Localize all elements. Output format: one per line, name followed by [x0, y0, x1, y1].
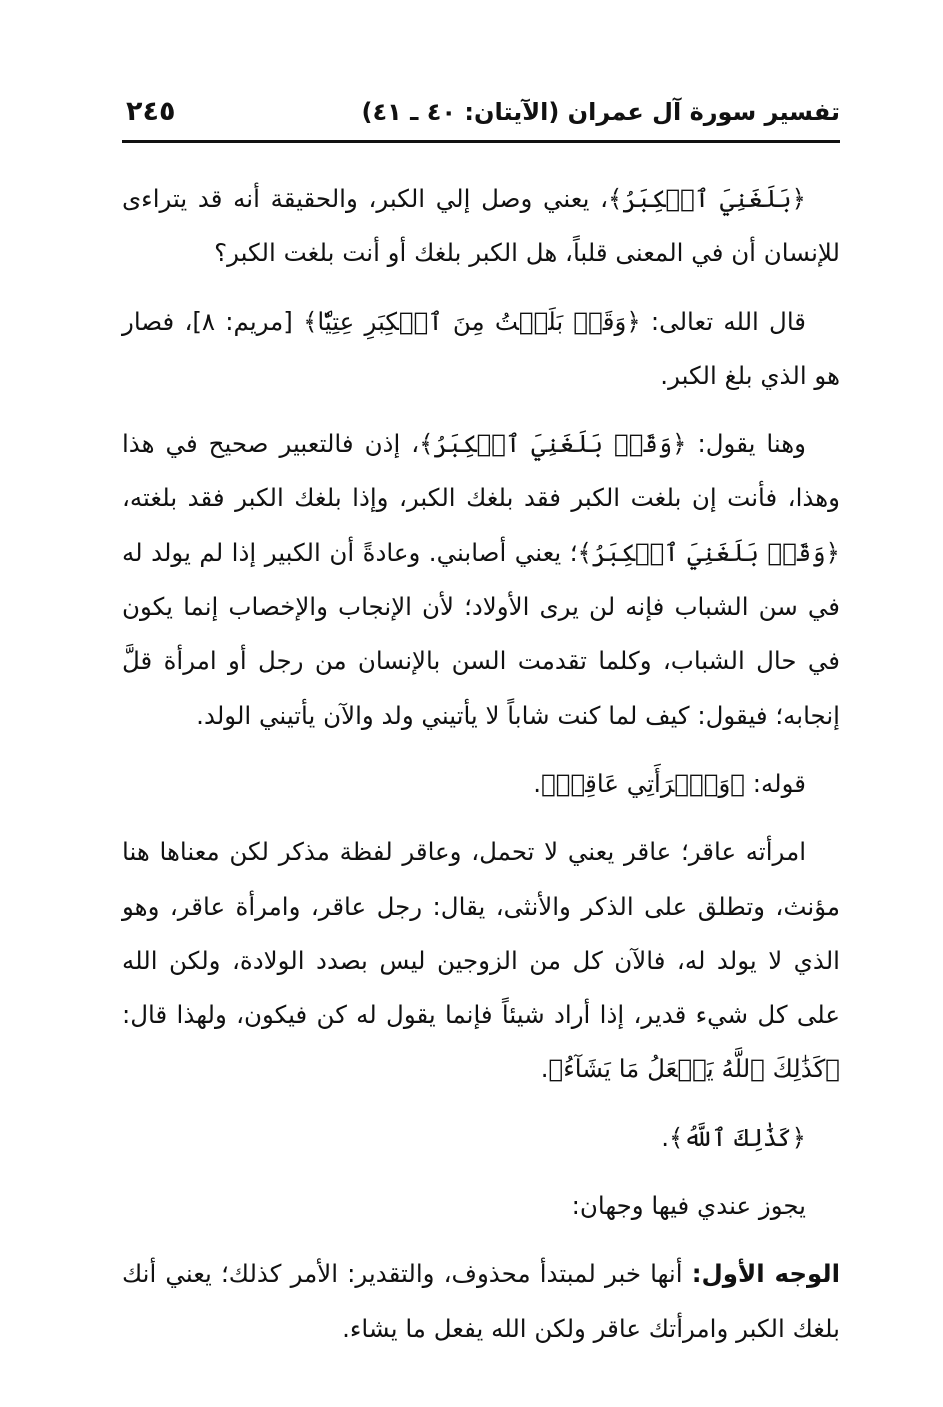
page-number: ٢٤٥ — [126, 96, 176, 127]
page-header — [122, 92, 840, 143]
paragraph-1 — [122, 172, 840, 281]
paragraph-3 — [122, 417, 840, 743]
paragraph-text: ، إذن فالتعبير صحيح في هذا وهذا، فأنت إن بلغت الكبر فقد بلغك الكبر، وإذا بلغك الكبر فقد بلغته، — [122, 429, 840, 513]
paragraph-4 — [122, 757, 840, 811]
header-title: تفسير سورة آل عمران (الآيتان: ٤٠ ـ ٤١) — [361, 98, 840, 126]
paragraph-text: قوله: — [744, 768, 806, 798]
paragraph-6 — [122, 1111, 840, 1165]
quran-quote: ﴿وَقَدۡ بَلَغَنِيَ ٱلۡكِبَرُ﴾ — [577, 537, 840, 567]
paragraph-text: يجوز عندي فيها وجهان: — [571, 1191, 806, 1221]
paragraph-7 — [122, 1179, 840, 1233]
paragraph-text: . — [661, 1122, 669, 1152]
paragraph-text: وهنا يقول: — [686, 429, 806, 459]
paragraph-5 — [122, 825, 840, 1096]
quran-quote: ﴿وَٱمۡرَأَتِي عَاقِرٞ﴾ — [541, 768, 745, 798]
quran-quote: ﴿كَذَٰلِكَ ٱللَّهُ يَفۡعَلُ مَا يَشَآءُ﴾ — [548, 1054, 840, 1084]
section-label: الوجه الأول: — [691, 1259, 840, 1289]
paragraph-text: أنها خبر لمبتدأ محذوف، والتقدير: الأمر كذلك؛ يعني أنك بلغك الكبر وامرأتك عاقر ولكن الله يفعل ما يشاء. — [122, 1259, 840, 1343]
paragraph-text: . — [540, 1054, 549, 1084]
quran-quote: ﴿وَقَدۡ بَلَغَنِيَ ٱلۡكِبَرُ﴾ — [419, 429, 687, 459]
paragraph-2 — [122, 295, 840, 404]
paragraph-8 — [122, 1247, 840, 1356]
paragraph-text: قال الله تعالى: — [640, 306, 807, 336]
quran-quote: ﴿بَلَغَنِيَ ٱلۡكِبَرُ﴾ — [608, 184, 806, 213]
page-body — [122, 172, 840, 1370]
paragraph-text: . — [533, 768, 542, 798]
quran-quote: ﴿كَذَٰلِكَ ٱللَّهُ﴾ — [669, 1122, 806, 1152]
paragraph-text: [مريم: ٨]، فصار هو الذي بلغ الكبر. — [122, 306, 840, 390]
paragraph-text: امرأته عاقر؛ عاقر يعني لا تحمل، وعاقر لفظة مذكر لكن معناها هنا مؤنث، وتطلق على الذكر والأنثى، يقال: رجل عاقر، وامرأة عاقر، وهو الذي لا يولد له، فالآن كل من الزوجين ليس بصدد الولادة، ولكن الله على كل شيء قدير، إذا أراد شيئاً فإنما يقول له كن فيكون، ولهذا قال: — [122, 837, 840, 1030]
paragraph-text: ؛ يعني أصابني. وعادةً أن الكبير إذا لم يولد له في سن الشباب فإنه لن يرى الأولاد؛ لأن الإنجاب والإخصاب إنما يكون في حال الشباب، وكلما تقدمت السن بالإنسان من رجل أو امرأة قلَّ إنجابه؛ فيقول: كيف لما كنت شاباً لا يأتيني ولد والآن يأتيني الولد. — [122, 537, 840, 730]
quran-quote: ﴿وَقَدۡ بَلَغۡتُ مِنَ ٱلۡكِبَرِ عِتِيّٗا﴾ — [303, 306, 641, 336]
paragraph-text: ، يعني وصل إلي الكبر، والحقيقة أنه قد يتراءى للإنسان أن في المعنى قلباً، هل الكبر بلغك أو أنت بلغت الكبر؟ — [122, 184, 840, 268]
